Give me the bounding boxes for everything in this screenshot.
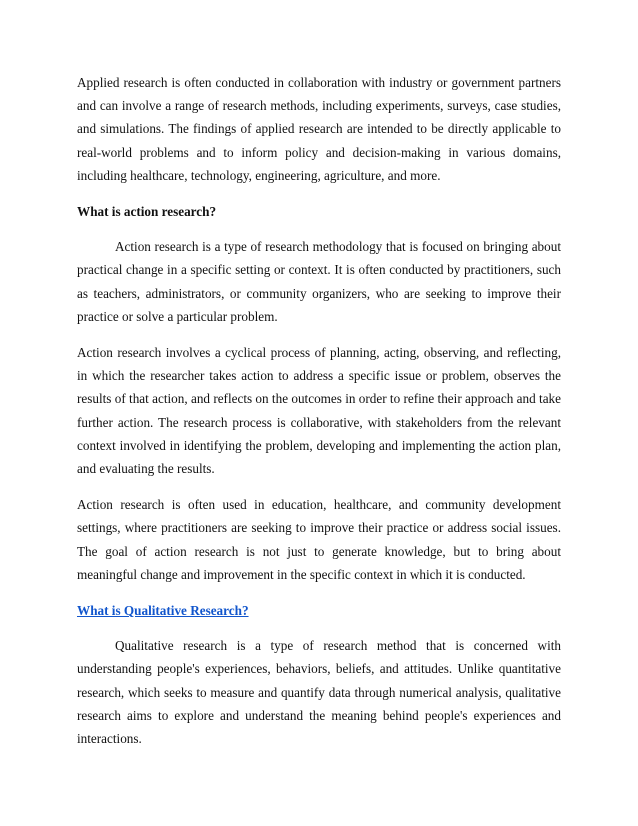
qualitative-research-link[interactable]: What is Qualitative Research? [77,603,249,619]
paragraph-action-research-process: Action research involves a cyclical process of planning, acting, observing, and reflecting, in which the researcher takes action to address a specific issue or problem, observes the results of that action, and reflects on the outcomes in order to refine their approach and take further action. The research process is collaborative, with stakeholders from the relevant context involved in identifying the problem, developing and implementing the action plan, and evaluating the results. [77,345,561,477]
paragraph-qualitative-research: Qualitative research is a type of research method that is concerned with understanding people's experiences, behaviors, beliefs, and attitudes. Unlike quantitative research, which seeks to measure and quantify data through numerical analysis, qualitative research aims to explore and understand the meaning behind people's experiences and interactions. [77,638,561,747]
paragraph-applied-research: Applied research is often conducted in collaboration with industry or government partners and can involve a range of research methods, including experiments, surveys, case studies, and simulations. The findings of applied research are intended to be directly applicable to real-world problems and to inform policy and decision-making in various domains, including healthcare, technology, engineering, agriculture, and more. [77,75,561,183]
heading-qualitative-research [77,599,561,622]
heading-action-research: What is action research? [77,204,217,220]
paragraph-action-research-uses: Action research is often used in education, healthcare, and community development settings, where practitioners are seeking to improve their practice or address social issues. The goal of action research is not just to generate knowledge, but to bring about meaningful change and improvement in the specific context in which it is conducted. [77,497,561,582]
paragraph-action-research-definition: Action research is a type of research methodology that is focused on bringing about practical change in a specific setting or context. It is often conducted by practitioners, such as teachers, administrators, or community organizers, who are seeking to improve their practice or solve a particular problem. [77,239,561,324]
